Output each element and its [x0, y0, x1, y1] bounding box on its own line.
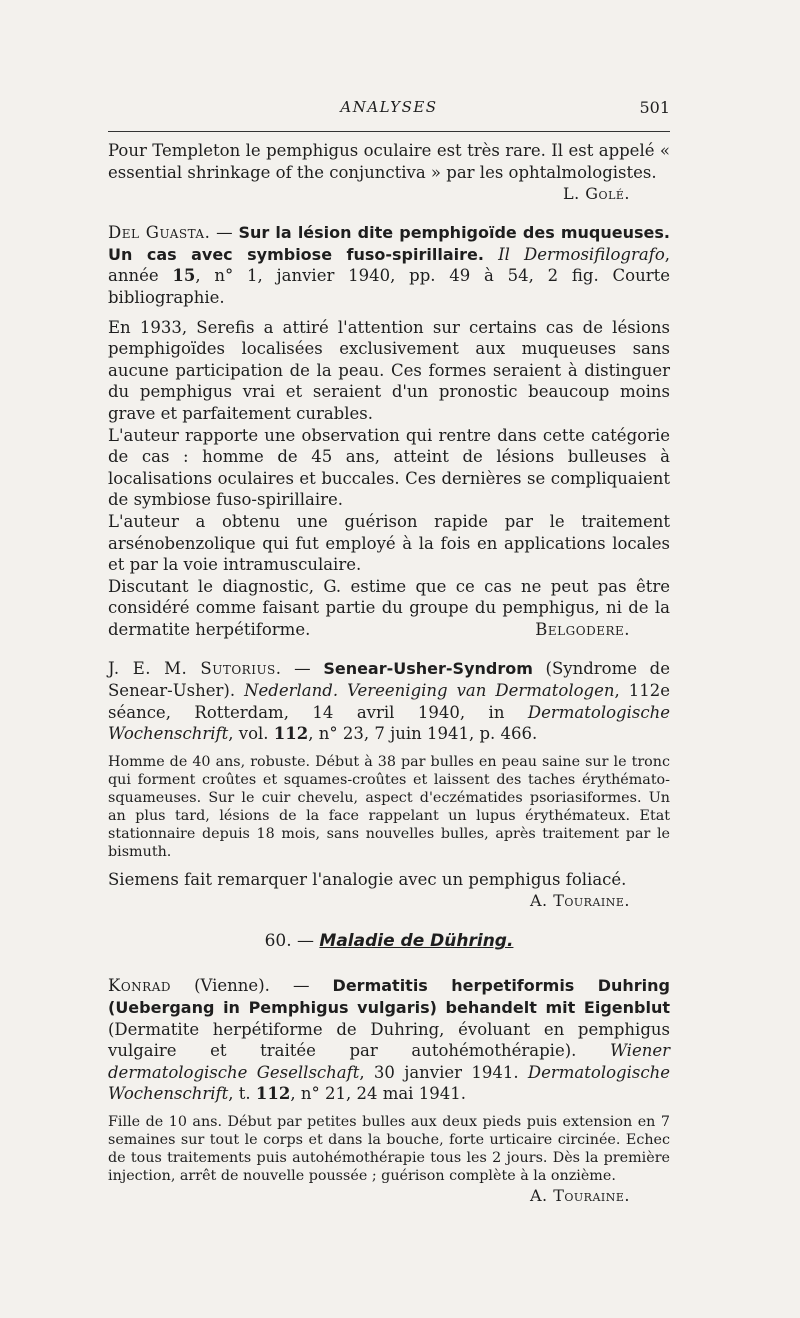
section-heading: 60. — Maladie de Dühring.: [264, 931, 514, 952]
article1-last-paragraph: Discutant le diagnostic, G. estime que ce cas ne peut pas être considéré comme faisant partie du groupe du pemphigus, ni de la dermatite herpétiforme. Belgodere.: [108, 576, 670, 639]
article1-signature: Belgodere.: [535, 619, 630, 639]
running-head: [108, 98, 670, 122]
article1-author: Del Guasta.: [108, 223, 211, 243]
article2-reference: J. E. M. Sutorius. — Senear-Usher-Syndrom (Syndrome de Senear-Usher). Nederland. Vereeniging van Dermatologen, 112e séance, Rotterdam, 14 avril 1940, in Dermatologische Wochenschrift, vol. 112, n° 23, 7 juin 1941, p. 466.: [108, 659, 671, 744]
intro-paragraph: Pour Templeton le pemphigus oculaire est très rare. Il est appelé « essential shrinkage of the conjunctiva » par les ophtalmologistes.: [108, 141, 670, 182]
article3-author: Konrad: [108, 976, 171, 996]
article1-paragraph: L'auteur rapporte une observation qui rentre dans cette catégorie de cas : homme de 45 ans, atteint de lésions bulleuses à localisations oculaires et buccales. Ces dernières se compliquaient de symbiose fuso-spirillaire.: [108, 425, 670, 510]
section-title: Maladie de Dühring.: [319, 931, 514, 952]
article1-title: Sur la lésion dite pemphigoïde des muqueuses. Un cas avec symbiose fuso-spirillaire.: [108, 223, 670, 264]
article3-summary: Fille de 10 ans. Début par petites bulles aux deux pieds puis extension en 7 semaines sur tout le corps et dans la bouche, forte urticaire circinée. Echec de tous traitements puis autohémothérapie tous les 2 jours. Dès la première injection, arrêt de nouvelle poussée ; guérison complète à la onzième.: [108, 1114, 670, 1184]
article1-journal: Il Dermosifilografo: [498, 244, 665, 264]
running-title: ANALYSES: [340, 98, 438, 116]
article2-title: Senear-Usher-Syndrom: [323, 659, 533, 679]
article1-reference: Del Guasta. — Sur la lésion dite pemphigoïde des muqueuses. Un cas avec symbiose fuso-spirillaire. Il Dermosifilografo, année 15, n° 1, janvier 1940, pp. 49 à 54, 2 fig. Courte bibliographie.: [108, 223, 671, 307]
page-number: 501: [639, 98, 670, 117]
article2-signature: A. Touraine.: [530, 891, 630, 911]
article3-reference: Konrad (Vienne). — Dermatitis herpetiformis Duhring (Uebergang in Pemphigus vulgaris) behandelt mit Eigenblut (Dermatite herpétiforme de Duhring, évoluant en pemphigus vulgaire et traitée par autohémothérapie). Wiener dermatologische Gesellschaft, 30 janvier 1941. Dermatologische Wochenschrift, t. 112, n° 21, 24 mai 1941.: [108, 976, 670, 1104]
article2-summary: Homme de 40 ans, robuste. Début à 38 par bulles en peau saine sur le tronc qui forment croûtes et squames-croûtes et laissent des taches érythémato-squameuses. Sur le cuir chevelu, aspect d'eczématides psoriasiformes. Un an plus tard, lésions de la face rappelant un lupus érythémateux. Etat stationnaire depuis 18 mois, sans nouvelles bulles, après traitement par le bismuth.: [108, 753, 670, 860]
article2-comment: Siemens fait remarquer l'analogie avec un pemphigus foliacé.: [108, 869, 627, 889]
header-rule: [108, 131, 670, 132]
article1-paragraph: En 1933, Serefis a attiré l'attention sur certains cas de lésions pemphigoïdes localisées exclusivement aux muqueuses sans aucune participation de la peau. Ces formes seraient à distinguer du pemphigus vrai et seraient d'un pronostic beaucoup moins grave et parfaitement curables.: [108, 317, 670, 423]
article1-paragraph: L'auteur a obtenu une guérison rapide par le traitement arsénobenzolique qui fut employé à la fois en applications locales et par la voie intramusculaire.: [108, 511, 670, 575]
intro-signature: L. Golé.: [562, 184, 630, 204]
article3-signature: A. Touraine.: [530, 1186, 630, 1205]
page-content: [108, 140, 670, 1206]
article3-title: Dermatitis herpetiformis Duhring (Uebergang in Pemphigus vulgaris) behandelt mit Eigenblut: [108, 976, 670, 1018]
article2-author: J. E. M. Sutorius.: [108, 659, 282, 679]
